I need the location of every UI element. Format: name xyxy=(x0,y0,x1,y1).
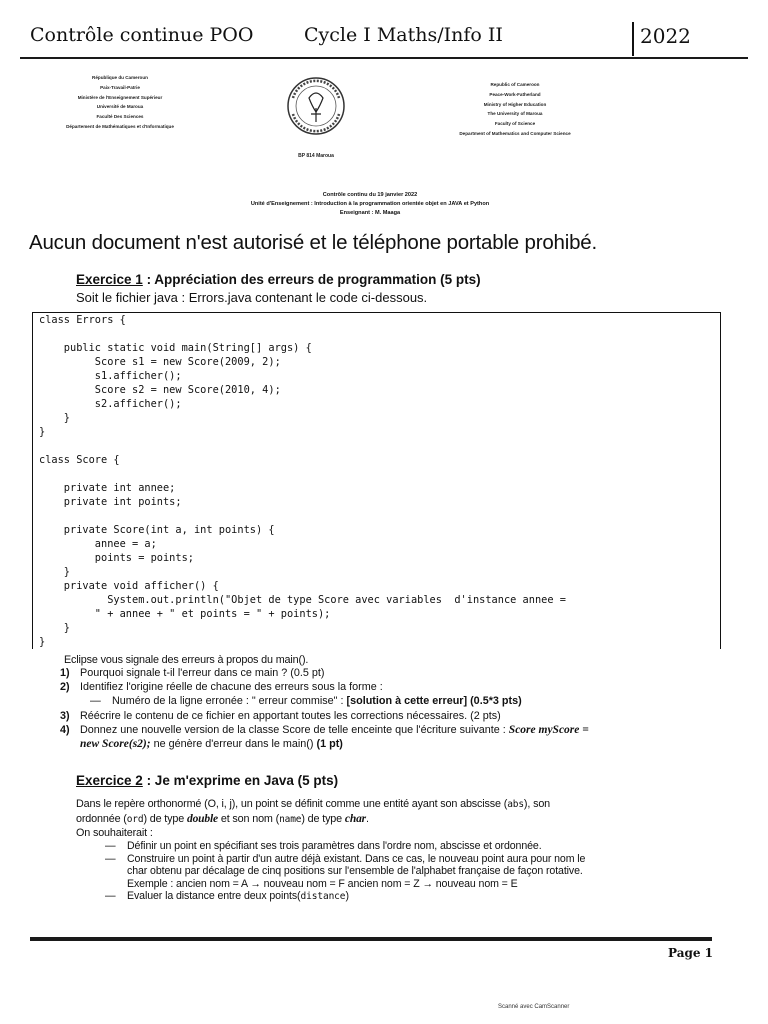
exam-unit: Unité d'Enseignement : Introduction à la programmation orientée objet en JAVA et Python xyxy=(250,201,490,207)
course-title: Contrôle continue POO xyxy=(30,24,254,46)
exercise1-title: Exercice 1 : Appréciation des erreurs de programmation (5 pts) xyxy=(76,272,481,287)
question-1: 1) Pourquoi signale t-il l'erreur dans ce main ? (0.5 pt) xyxy=(60,667,325,679)
question-4-cont: new Score(s2); ne génère d'erreur dans le main() (1 pt) xyxy=(80,738,343,751)
exam-date: Contrôle continu du 19 janvier 2022 xyxy=(322,192,418,198)
seal-emblem-icon xyxy=(285,70,347,150)
scanner-watermark: Scanné avec CamScanner xyxy=(498,1004,570,1010)
bullet-2: — Construire un point à partir d'un autre déjà existant. Dans ce cas, le nouveau point aura pour nom le xyxy=(105,852,586,865)
footer-rule xyxy=(30,937,712,941)
question-2: 2) Identifiez l'origine réelle de chacune des erreurs sous la forme : xyxy=(60,681,383,694)
exercise2-title: Exercice 2 : Je m'exprime en Java (5 pts) xyxy=(76,773,339,788)
exam-teacher: Enseignant : M. Maaga xyxy=(339,210,401,216)
bullet-1: — Définir un point en spécifiant ses trois paramètres dans l'ordre nom, abscisse et ordonnée. xyxy=(105,840,542,852)
exercise1-label: Exercice 1 xyxy=(76,272,143,287)
university-seal xyxy=(285,70,347,150)
bullet-3: — Evaluer la distance entre deux points(distance) xyxy=(105,890,349,902)
bullet-2-cont: char obtenu par décalage de cinq positions sur l'ensemble de l'alphabet française de façon rotative. xyxy=(127,865,583,877)
exercise2-label: Exercice 2 xyxy=(76,773,143,788)
exercise1-questions xyxy=(60,666,720,751)
question-4: 4) Donnez une nouvelle version de la classe Score de telle enceinte que l'écriture suivante : Score myScore = xyxy=(60,723,589,736)
exercise2-para2: ordonnée (ord) de type double et son nom (name) de type char. xyxy=(76,813,369,825)
warning-text: Aucun document n'est autorisé et le téléphone portable prohibé. xyxy=(29,231,597,254)
seal-caption: BP 814 Maroua xyxy=(298,153,334,159)
cycle-title: Cycle I Maths/Info II xyxy=(304,24,503,46)
exercise2-bullets xyxy=(105,840,725,904)
year-label: 2022 xyxy=(640,24,691,48)
question-3: 3) Réécrire le contenu de ce fichier en apportant toutes les corrections nécessaires. (2 pts) xyxy=(60,709,501,722)
exercise2-para3: On souhaiterait : xyxy=(76,827,153,839)
header-separator xyxy=(632,22,634,56)
exercise2-para1: Dans le repère orthonormé (O, i, j), un point se définit comme une entité ayant son abscisse (abs), son xyxy=(76,798,551,810)
bullet-2-example: Exemple : ancien nom = A → nouveau nom = F ancien nom = Z → nouveau nom = E xyxy=(127,877,518,890)
page-number: Page 1 xyxy=(668,946,714,960)
exam-info xyxy=(150,191,590,218)
letterhead-left: République du Cameroun Paix-Travail-Patrie Ministère de l'Enseignement Supérieur Université de Maroua Faculté Des Sciences Département de Mathématiques et d'Informatique xyxy=(66,75,174,129)
header-rule xyxy=(20,57,748,59)
code-listing: class Errors { public static void main(String[] args) { Score s1 = new Score(2009, 2); s1.afficher(); Score s2 = new Score(2010, 4); s2.afficher(); } } class Score { private int annee; private int points; private Score(int a, int points) { annee = a; points = points; } private void afficher() { System.out.println("Objet de type Score avec variables d'instance annee = " + annee + " et points = " + points); } } xyxy=(39,314,566,648)
exercise1-intro: Soit le fichier java : Errors.java contenant le code ci-dessous. xyxy=(76,290,428,305)
letterhead-right: Republic of Cameroon Peace-Work-Fatherland Ministry of Higher Education The University of Maroua Faculty of Science Department of Mathematics and Computer Science xyxy=(459,82,571,136)
eclipse-note: Eclipse vous signale des erreurs à propos du main(). xyxy=(64,654,309,666)
question-2-format: — Numéro de la ligne erronée : " erreur commise" : [solution à cette erreur] (0.5*3 pts) xyxy=(90,695,522,708)
